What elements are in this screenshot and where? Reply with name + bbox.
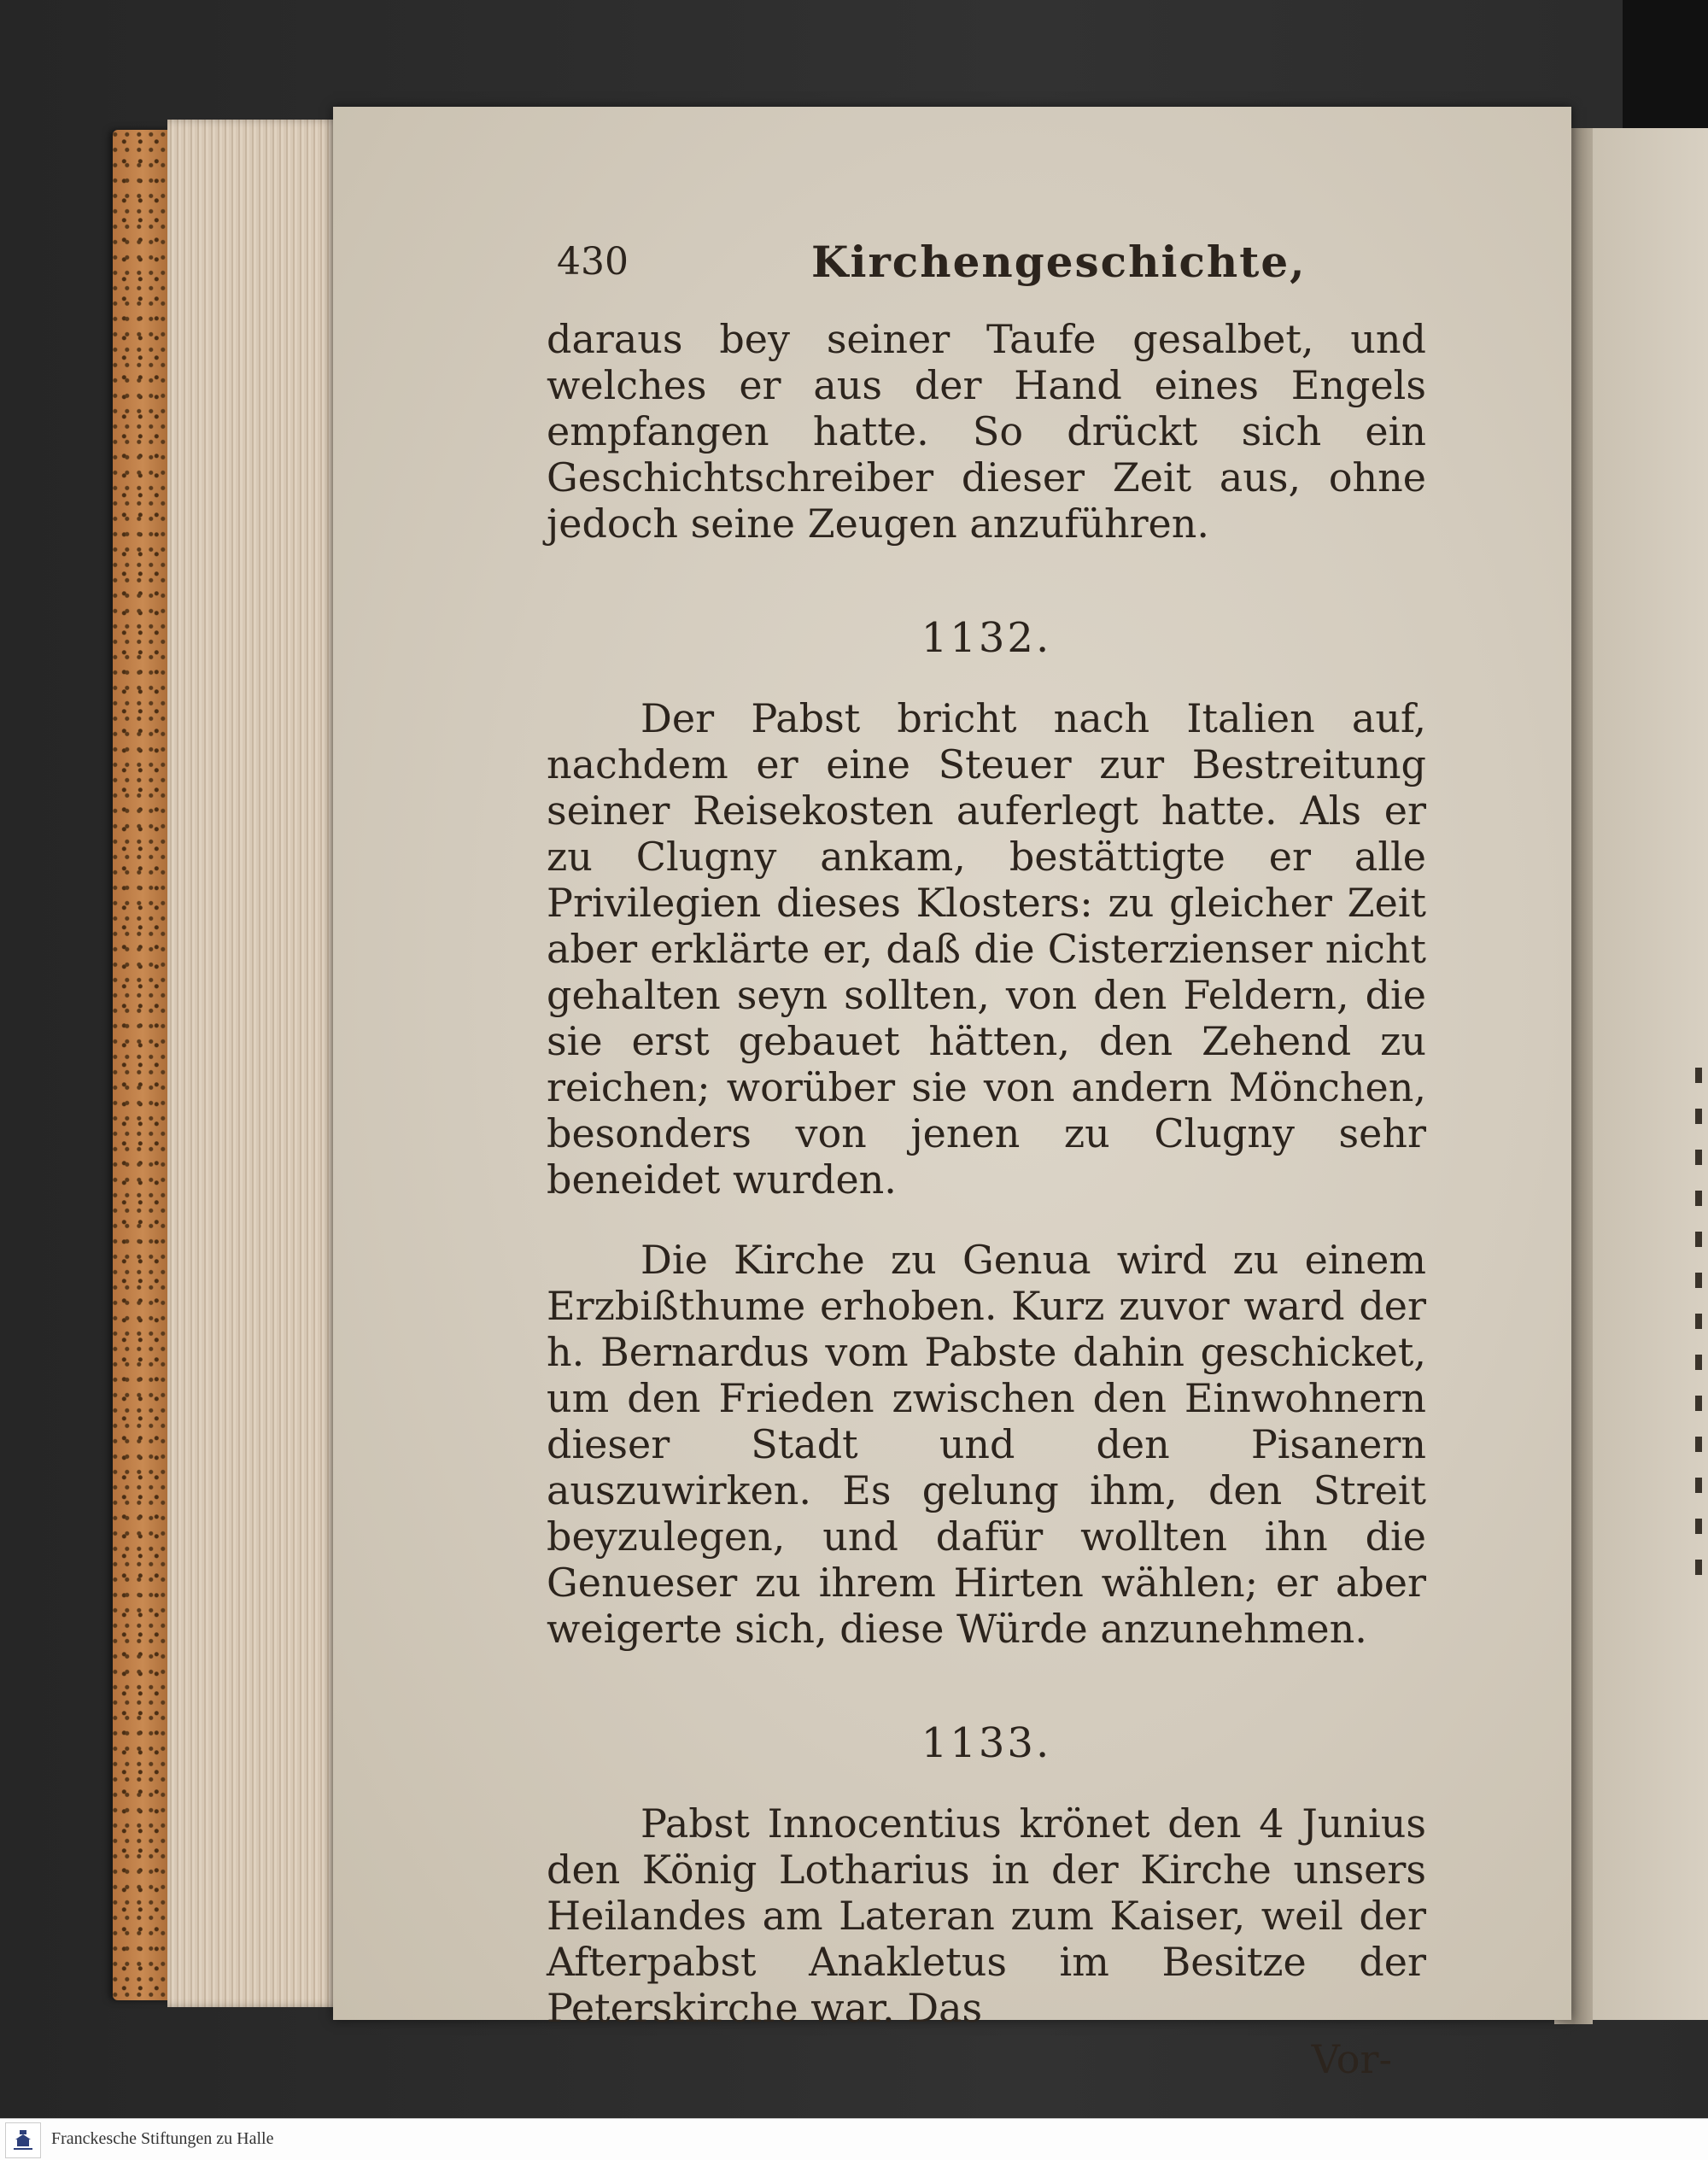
year-heading-1133: 1133. bbox=[921, 1719, 1052, 1767]
paragraph: Pabst Innocentius krönet den 4 Junius den König Lotharius in der Kirche unsers Heilandes am Lateran zum Kaiser, weil der Afterpabst Anakletus im Besitze der Peterskirche war. Das bbox=[547, 1800, 1426, 2031]
catchword: Vor- bbox=[1311, 2036, 1392, 2082]
page-number: 430 bbox=[557, 240, 629, 284]
footer-bar bbox=[0, 2118, 1708, 2160]
background-shadow bbox=[1623, 0, 1708, 145]
facing-page bbox=[1584, 128, 1708, 2020]
footer-label[interactable]: Franckesche Stiftungen zu Halle bbox=[51, 2129, 274, 2148]
facing-page-text-edge bbox=[1695, 1068, 1702, 1580]
paragraph: Der Pabst bricht nach Italien auf, nachdem er eine Steuer zur Bestreitung seiner Reisekosten auferlegt hatte. Als er zu Clugny ankam, bestättigte er alle Privilegien dieses Klosters: zu gleicher Zeit aber erklärte er, daß die Cisterzienser nicht gehalten seyn sollten, von den Feldern, die sie erst gebauet hätten, den Zehend zu reichen; worüber sie von andern Mönchen, besonders von jenen zu Clugny sehr beneidet wurden. bbox=[547, 695, 1426, 1203]
paragraph: Die Kirche zu Genua wird zu einem Erzbißthume erhoben. Kurz zuvor ward der h. Bernardus vom Pabste dahin geschicket, um den Frieden zwischen den Einwohnern dieser Stadt und den Pisanern auszuwirken. Es gelung ihm, den Streit beyzulegen, und dafür wollten ihn die Genueser zu ihrem Hirten wählen; er aber weigerte sich, diese Würde anzunehmen. bbox=[547, 1237, 1426, 1652]
page-stack bbox=[167, 120, 338, 2007]
continuation-paragraph: daraus bey seiner Taufe gesalbet, und welches er aus der Hand eines Engels empfangen hatte. So drückt sich ein Geschichtschreiber dieser Zeit aus, ohne jedoch seine Zeugen anzuführen. bbox=[547, 316, 1426, 547]
book-cover-edge bbox=[113, 130, 173, 2000]
page-text bbox=[547, 239, 1426, 2082]
year-heading-1132: 1132. bbox=[921, 614, 1052, 662]
running-head: Kirchengeschichte, bbox=[811, 237, 1307, 287]
page-header bbox=[547, 239, 1426, 299]
franckesche-stiftungen-logo-icon[interactable] bbox=[5, 2122, 41, 2158]
